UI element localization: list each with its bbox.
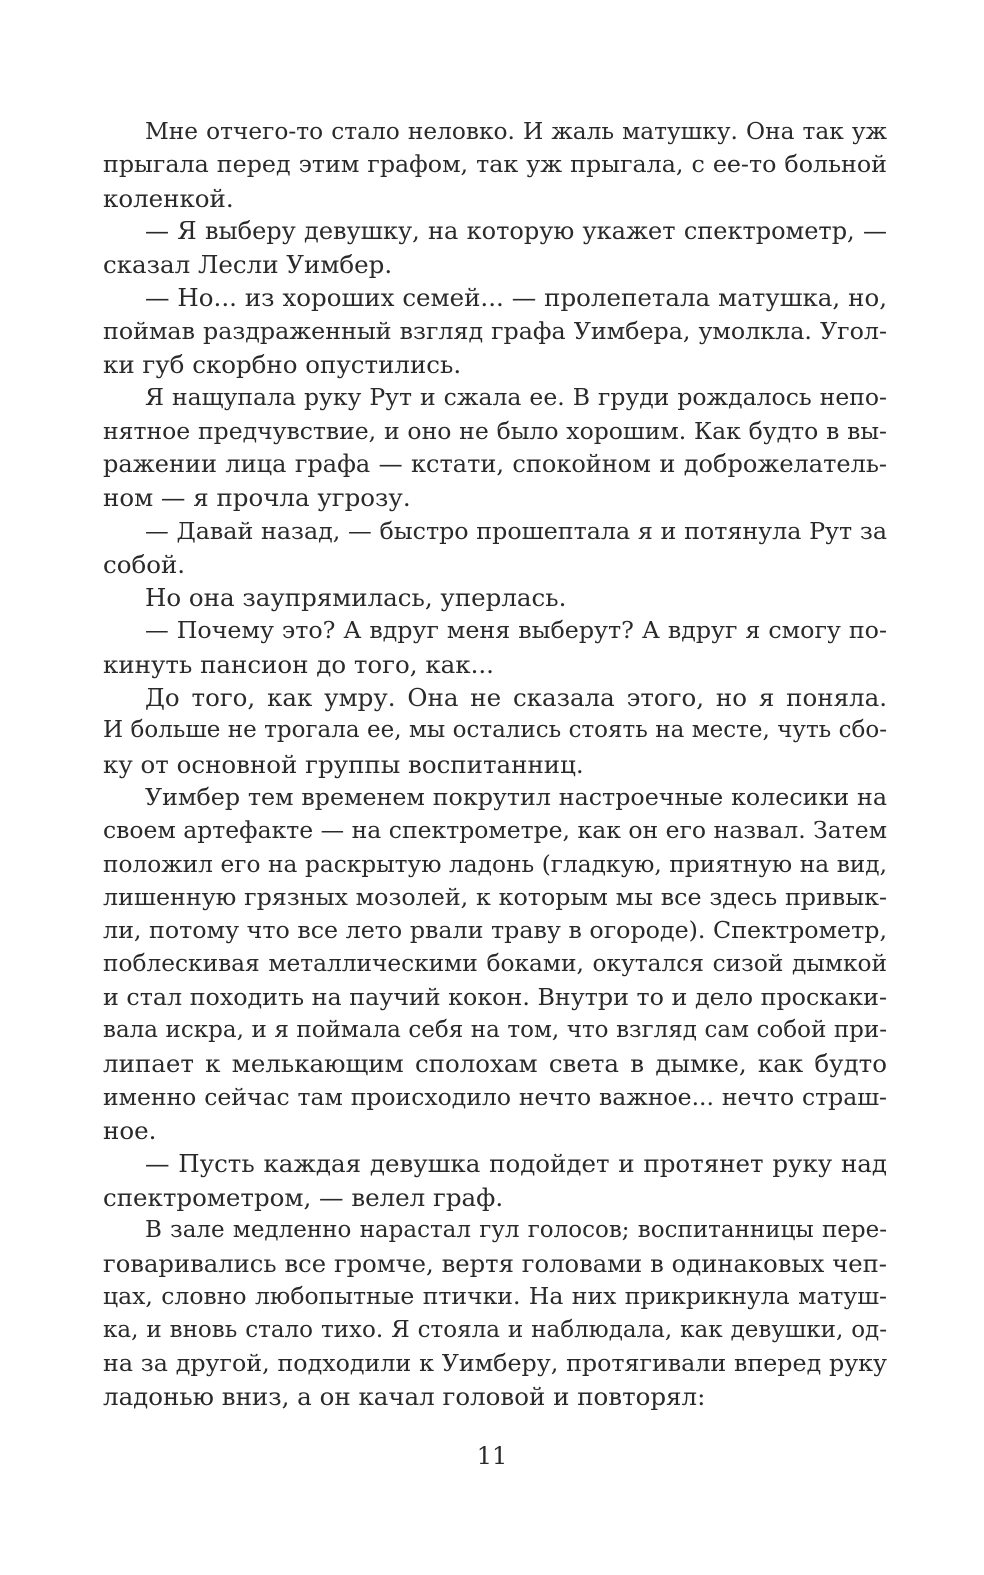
text-line: Мне отчего-то стало неловко. И жаль матушку. Она так уж [145,118,887,145]
text-line: коленкой. [103,183,234,213]
text-line: ладонью вниз, а он качал головой и повторял: [103,1382,706,1412]
text-line: на за другой, подходили к Уимберу, протягивали вперед руку [103,1348,887,1377]
text-line: — Пусть каждая девушка подойдет и протянет руку над [145,1149,887,1179]
text-line: Но она заупрямилась, уперлась. [145,583,567,613]
text-line: прыгала перед этим графом, так уж прыгала, с ее-то больной [103,150,887,179]
page-number: 11 [476,1442,508,1470]
text-line: ном — я прочла угрозу. [103,483,411,513]
text-line: сказал Лесли Уимбер. [103,250,393,280]
body-text [103,115,887,1414]
text-line: До того, как умру. Она не сказала этого, но я поняла. [145,683,887,713]
text-line: своем артефакте — на спектрометре, как он его назвал. Затем [103,816,887,845]
text-line: поблескивая металлическими боками, окутался сизой дымкой [103,950,887,978]
text-line: положил его на раскрытую ладонь (гладкую, приятную на вид, [103,850,887,878]
text-line: ку от основной группы воспитанниц. [103,749,584,779]
text-line: ное. [103,1115,157,1145]
text-line: — Почему это? А вдруг меня выберут? А вдруг я смогу по- [145,616,887,645]
text-line: Уимбер тем временем покрутил настроечные колесики на [145,782,887,811]
text-line: и стал походить на паучий кокон. Внутри то и дело проскаки- [103,982,887,1011]
text-line: В зале медленно нарастал гул голосов; воспитанницы пере- [145,1216,887,1243]
text-line: цах, словно любопытные птички. На них прикрикнула матуш- [103,1282,887,1311]
text-line: И больше не трогала ее, мы остались стоять на месте, чуть сбо- [103,717,887,744]
text-line: именно сейчас там происходило нечто важное... нечто страш- [103,1082,887,1111]
text-line: собой. [103,549,186,579]
text-line: ли, потому что все лето рвали траву в огороде). Спектрометр, [103,916,887,945]
text-line: лишенную грязных мозолей, к которым мы все здесь привык- [103,882,887,911]
text-line: ражении лица графа — кстати, спокойном и доброжелатель- [103,449,887,478]
text-line: кинуть пансион до того, как... [103,649,494,679]
text-line: нятное предчувствие, и оно не было хорошим. Как будто в вы- [103,416,887,445]
text-line: поймав раздраженный взгляд графа Уимбера, умолкла. Угол- [103,316,887,345]
text-line: — Но... из хороших семей... — пролепетала матушка, но, [145,283,887,313]
text-line: говаривались все громче, вертя головами в одинаковых чеп- [103,1249,887,1279]
text-line: Я нащупала руку Рут и сжала ее. В груди рождалось непо- [145,383,887,412]
text-line: вала искра, и я поймала себя на том, что взгляд сам собой при- [103,1017,887,1044]
text-line: ка, и вновь стало тихо. Я стояла и наблюдала, как девушки, од- [103,1316,887,1343]
text-line: ки губ скорбно опустились. [103,350,462,380]
text-line: спектрометром, — велел граф. [103,1182,504,1212]
text-line: липает к мелькающим сполохам света в дымке, как будто [103,1049,887,1079]
text-line: — Я выберу девушку, на которую укажет спектрометр, — [145,216,887,245]
text-line: — Давай назад, — быстро прошептала я и потянула Рут за [145,516,887,545]
